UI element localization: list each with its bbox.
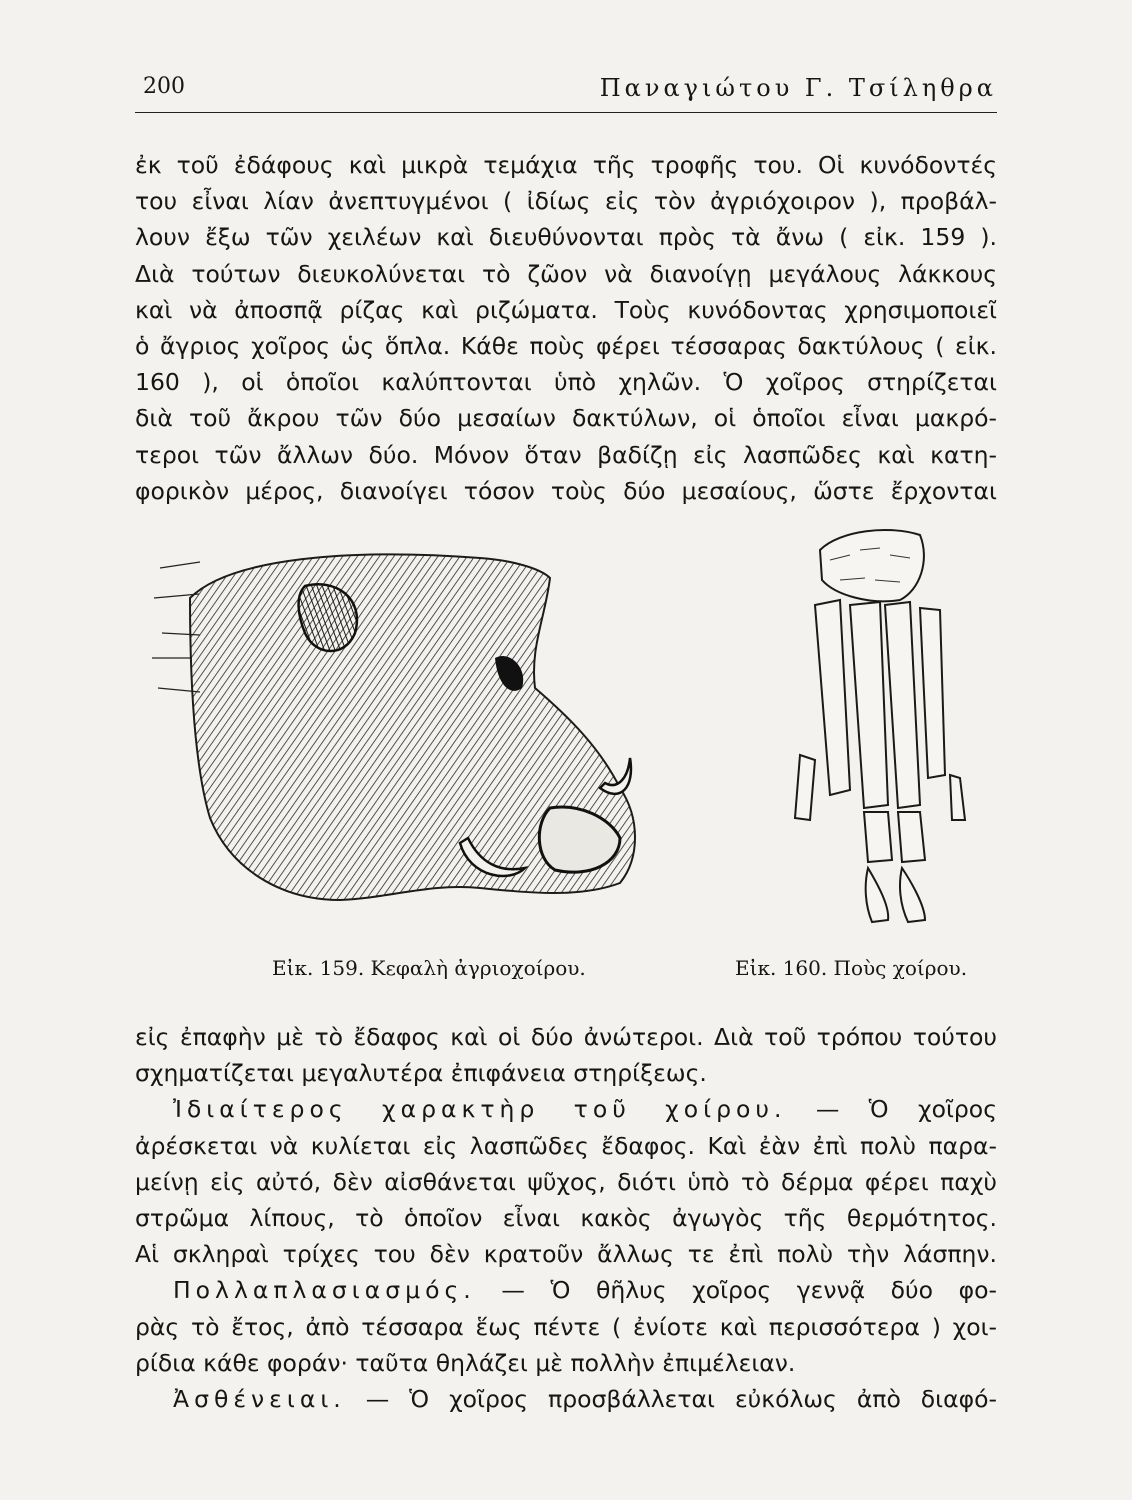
figure-159-caption: Εἰκ. 159. Κεφαλὴ ἀγριοχοίρου.: [272, 956, 586, 980]
text-line: διὰ τοῦ ἄκρου τῶν δύο μεσαίων δακτύλων, οἱ ὁποῖοι εἶναι μακρό-: [135, 404, 997, 433]
section-heading-breeding: Πολλαπλασιασμός.: [173, 1276, 476, 1305]
text-line: του εἶναι λίαν ἀνεπτυγμένοι ( ἰδίως εἰς τὸν ἀγριόχοιρον ), προβάλ-: [135, 187, 997, 216]
text-line: ἐκ τοῦ ἐδάφους καὶ μικρὰ τεμάχια τῆς τροφῆς του. Οἱ κυνόδοντές: [135, 151, 997, 179]
bottom-text: [135, 1019, 997, 1417]
section-breeding-line: [135, 1272, 997, 1308]
text-fragment: — Ὁ χοῖρος: [815, 1095, 997, 1124]
section-character-line: [135, 1091, 997, 1127]
text-line: λουν ἔξω τῶν χειλέων καὶ διευθύνονται πρὸς τὰ ἄνω ( εἰκ. 159 ).: [135, 223, 997, 252]
text-line: Αἱ σκληραὶ τρίχες του δὲν κρατοῦν ἄλλως τε ἐπὶ πολὺ τὴν λάσπην.: [135, 1240, 997, 1269]
section-heading-character: Ἰδιαίτερος χαρακτὴρ τοῦ χοίρου.: [173, 1095, 787, 1124]
wild-boar-head-illustration: [150, 538, 670, 938]
text-line: καὶ νὰ ἀποσπᾷ ρίζας καὶ ριζώματα. Τοὺς κυνόδοντας χρησιμοποιεῖ: [135, 295, 997, 324]
text-line: τεροι τῶν ἄλλων δύο. Μόνον ὅταν βαδίζῃ εἰς λασπῶδες καὶ κατη-: [135, 440, 997, 469]
text-line: μείνῃ εἰς αὐτό, δὲν αἰσθάνεται ψῦχος, διότι ὑπὸ τὸ δέρμα φέρει παχὺ: [135, 1167, 997, 1196]
section-diseases-line: [135, 1381, 997, 1417]
text-line: ὁ ἄγριος χοῖρος ὡς ὅπλα. Κάθε ποὺς φέρει τέσσαρας δακτύλους ( εἰκ.: [135, 331, 997, 360]
text-line: φορικὸν μέρος, διανοίγει τόσον τοὺς δύο μεσαίους, ὥστε ἔρχονται: [135, 476, 997, 505]
text-line: Διὰ τούτων διευκολύνεται τὸ ζῶον νὰ διανοίγῃ μεγάλους λάκκους: [135, 259, 997, 288]
text-line: ρὰς τὸ ἔτος, ἀπὸ τέσσαρα ἕως πέντε ( ἐνίοτε καὶ περισσότερα ) χοι-: [135, 1312, 997, 1341]
text-line: σχηματίζεται μεγαλυτέρα ἐπιφάνεια στηρίξεως.: [135, 1059, 707, 1088]
running-head: Παναγιώτου Γ. Τσίληθρα: [599, 74, 997, 102]
text-fragment: — Ὁ χοῖρος προσβάλλεται εὐκόλως ἀπὸ διαφό-: [365, 1384, 997, 1413]
text-line: εἰς ἐπαφὴν μὲ τὸ ἔδαφος καὶ οἱ δύο ἀνώτεροι. Διὰ τοῦ τρόπου τούτου: [135, 1023, 997, 1051]
text-line: ἀρέσκεται νὰ κυλίεται εἰς λασπῶδες ἔδαφος. Καὶ ἐὰν ἐπὶ πολὺ παρα-: [135, 1131, 997, 1160]
page-number: 200: [143, 74, 185, 99]
text-line: στρῶμα λίπους, τὸ ὁποῖον εἶναι κακὸς ἀγωγὸς τῆς θερμότητος.: [135, 1203, 997, 1232]
section-heading-diseases: Ἀσθένειαι.: [173, 1384, 346, 1413]
pig-foot-skeleton-illustration: [780, 520, 1000, 940]
text-line: ρίδια κάθε φοράν· ταῦτα θηλάζει μὲ πολλὴν ἐπιμέλειαν.: [135, 1348, 796, 1377]
top-paragraph: [135, 147, 997, 509]
figure-160-caption: Εἰκ. 160. Ποὺς χοίρου.: [735, 956, 968, 980]
page-header: [135, 72, 997, 113]
text-fragment: — Ὁ θῆλυς χοῖρος γεννᾷ δύο φο-: [501, 1276, 997, 1305]
text-line: 160 ), οἱ ὁποῖοι καλύπτονται ὑπὸ χηλῶν. Ὁ χοῖρος στηρίζεται: [135, 368, 997, 397]
